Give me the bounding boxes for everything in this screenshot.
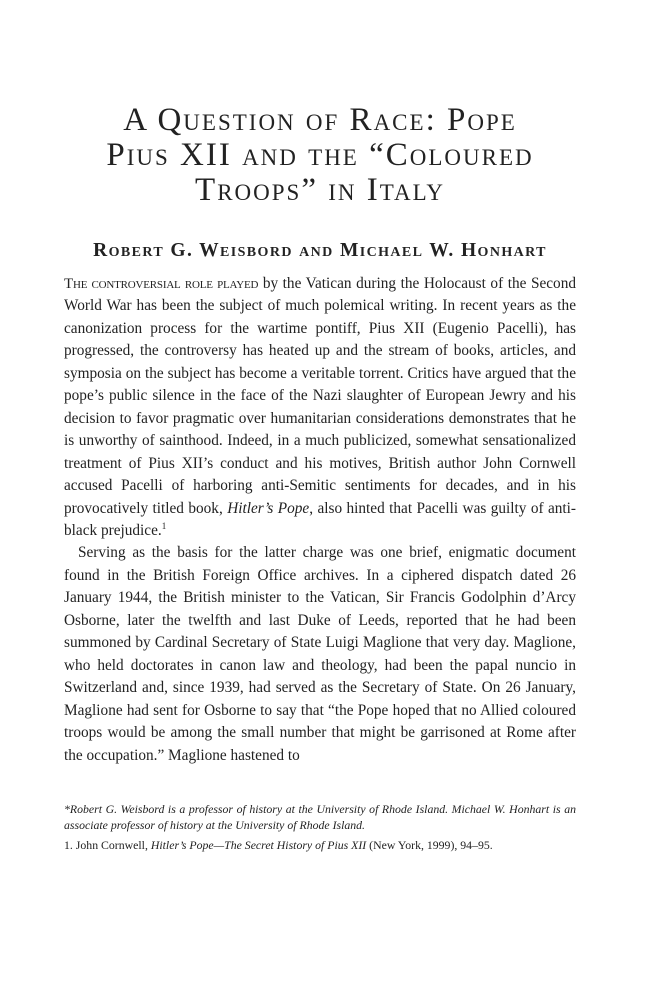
title-line: Pius XII and the “Coloured <box>106 137 534 173</box>
title-line: Troops” in Italy <box>195 172 445 208</box>
paragraph-text: , also hinted that Pacelli was guilty of anti-black prejudice. <box>64 499 577 539</box>
footnote-1 <box>64 838 576 854</box>
footnote-number: 1. <box>64 838 73 852</box>
footnote-text: John Cornwell, <box>72 838 151 852</box>
footnotes <box>64 802 576 854</box>
footnote-text: (New York, 1999), 94–95. <box>366 838 493 852</box>
article-title <box>64 103 576 208</box>
footnote-marker[interactable]: 1 <box>161 520 167 531</box>
lead-in-text: The controversial role played <box>64 276 259 292</box>
paragraph-text: by the Vatican during the Holocaust of the Second World War has been the subject of much polemical writing. In recent years as the canonization process for the wartime pontiff, Pius XII (Eugenio Pacelli), has progressed, the controversy has heated up and the stream of books, articles, and symposia on the subject has become a veritable torrent. Critics have argued that the pope’s public silence in the face of the Nazi slaughter of European Jewry and his decision to favor pragmatic over humanitarian considerations demonstrates that he is unworthy of sainthood. Indeed, in a much publicized, somewhat sensationalized treatment of Pius XII’s conduct and his motives, British author John Cornwell accused Pacelli of harboring anti-Semitic sentiments for decades, and in his provocatively titled book, <box>64 275 577 517</box>
book-title: Hitler’s Pope <box>227 499 310 517</box>
body-paragraph: Serving as the basis for the latter charge was one brief, enigmatic document found in the British Foreign Office archives. In a ciphered dispatch dated 26 January 1944, the British minister to the Vatican, Sir Francis Godolphin d’Arcy Osborne, later the twelfth and last Duke of Leeds, reported that he had been summoned by Cardinal Secretary of State Luigi Maglione that very day. Maglione, who held doctorates in canon law and theology, had been the papal nuncio in Switzerland and, since 1939, had served as the Secretary of State. On 26 January, Maglione had sent for Osborne to say that “the Pope hoped that no Allied coloured troops would be among the small number that might be garrisoned at Rome after the occupation.” Maglione hastened to <box>64 544 576 764</box>
article-authors: Robert G. Weisbord and Michael W. Honhart <box>93 240 547 261</box>
body-paragraph <box>64 273 576 542</box>
footnote-book-title: Hitler’s Pope—The Secret History of Pius XII <box>150 838 367 852</box>
author-footnote: *Robert G. Weisbord is a professor of history at the University of Rhode Island. Michael W. Honhart is an associate professor of history at the University of Rhode Island. <box>64 802 576 832</box>
article-body <box>64 273 576 767</box>
title-line: A Question of Race: Pope <box>123 102 517 138</box>
